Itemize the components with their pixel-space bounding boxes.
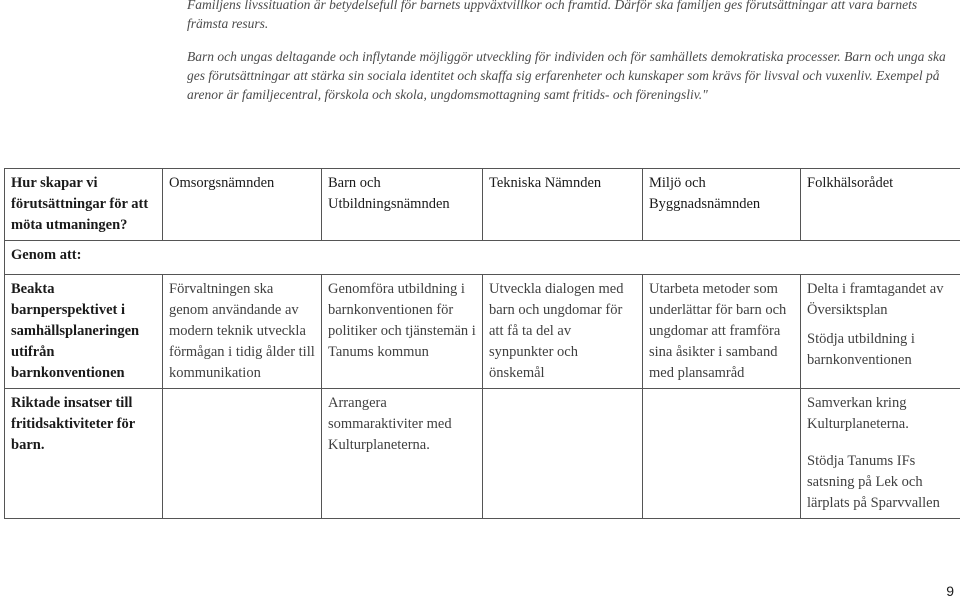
header-row bbox=[5, 169, 960, 241]
cell-text: Genomföra utbildning i barnkonventionen för politiker och tjänstemän i Tanums kommun bbox=[328, 281, 476, 360]
table-cell bbox=[322, 275, 483, 389]
table-cell bbox=[322, 389, 483, 519]
table-cell bbox=[643, 275, 801, 389]
header-omsorgsnamnden: Omsorgsnämnden bbox=[163, 169, 322, 241]
table-cell-empty bbox=[163, 389, 322, 519]
intro-paragraph-2: Barn och ungas deltagande och inflytande möjliggör utveckling för individen och för samhällets demokratiska processer. Barn och unga ska ges förutsättningar att stärka sin sociala identitet och skaffa sig erfarenheter och kunskaper som krävs för livsval och vuxenliv. Exempel på arenor är familjecentral, förskola och skola, ungdomsmottagning samt fritids- och föreningsliv." bbox=[187, 49, 946, 102]
action-plan-table bbox=[4, 168, 960, 519]
cell-text: Delta i framtagandet av Översiktsplan bbox=[807, 281, 944, 318]
row-label-fritidsaktiviteter: Riktade insatser till fritidsaktiviteter för barn. bbox=[5, 389, 163, 519]
cell-text: Stödja Tanums IFs satsning på Lek och lärplats på Sparvvallen bbox=[807, 453, 940, 511]
cell-text: Utarbeta metoder som underlättar för barn och ungdomar att framföra sina åsikter i samband med plansamråd bbox=[649, 281, 787, 381]
cell-text: Utveckla dialogen med barn och ungdomar för att få ta del av synpunkter och önskemål bbox=[489, 281, 624, 381]
header-tekniska-namnden: Tekniska Nämnden bbox=[483, 169, 643, 241]
header-barn-och-utbildningsnamnden: Barn och Utbildningsnämnden bbox=[322, 169, 483, 241]
table-cell-empty bbox=[483, 389, 643, 519]
table-cell bbox=[801, 389, 960, 519]
table-cell bbox=[163, 275, 322, 389]
intro-paragraph-1: Familjens livssituation är betydelsefull för barnets uppväxtvillkor och framtid. Därför ska familjen ges förutsättningar att vara barnets främsta resurs. bbox=[187, 0, 918, 31]
cell-text: Arrangera sommaraktiviter med Kulturplaneterna. bbox=[328, 395, 452, 453]
table-cell bbox=[801, 275, 960, 389]
cell-text: Förvaltningen ska genom användande av modern teknik utveckla förmågan i tidig ålder till kommunikation bbox=[169, 281, 315, 381]
cell-text: Samverkan kring Kulturplaneterna. bbox=[807, 395, 909, 432]
header-miljo-och-byggnadsnamnden: Miljö och Byggnadsnämnden bbox=[643, 169, 801, 241]
intro-text bbox=[187, 0, 952, 104]
header-question: Hur skapar vi förutsättningar för att möta utmaningen? bbox=[5, 169, 163, 241]
table-cell-empty bbox=[643, 389, 801, 519]
subheader-genom-att: Genom att: bbox=[5, 241, 960, 275]
page-number: 9 bbox=[946, 583, 954, 599]
table-cell bbox=[483, 275, 643, 389]
cell-text: Stödja utbildning i barnkonventionen bbox=[807, 331, 915, 368]
table-row bbox=[5, 389, 960, 519]
table-row bbox=[5, 275, 960, 389]
subheader-row bbox=[5, 241, 960, 275]
row-label-barnperspektivet: Beakta barnperspektivet i samhällsplaneringen utifrån barnkonventionen bbox=[5, 275, 163, 389]
header-folkhalsoradet: Folkhälsorådet bbox=[801, 169, 960, 241]
